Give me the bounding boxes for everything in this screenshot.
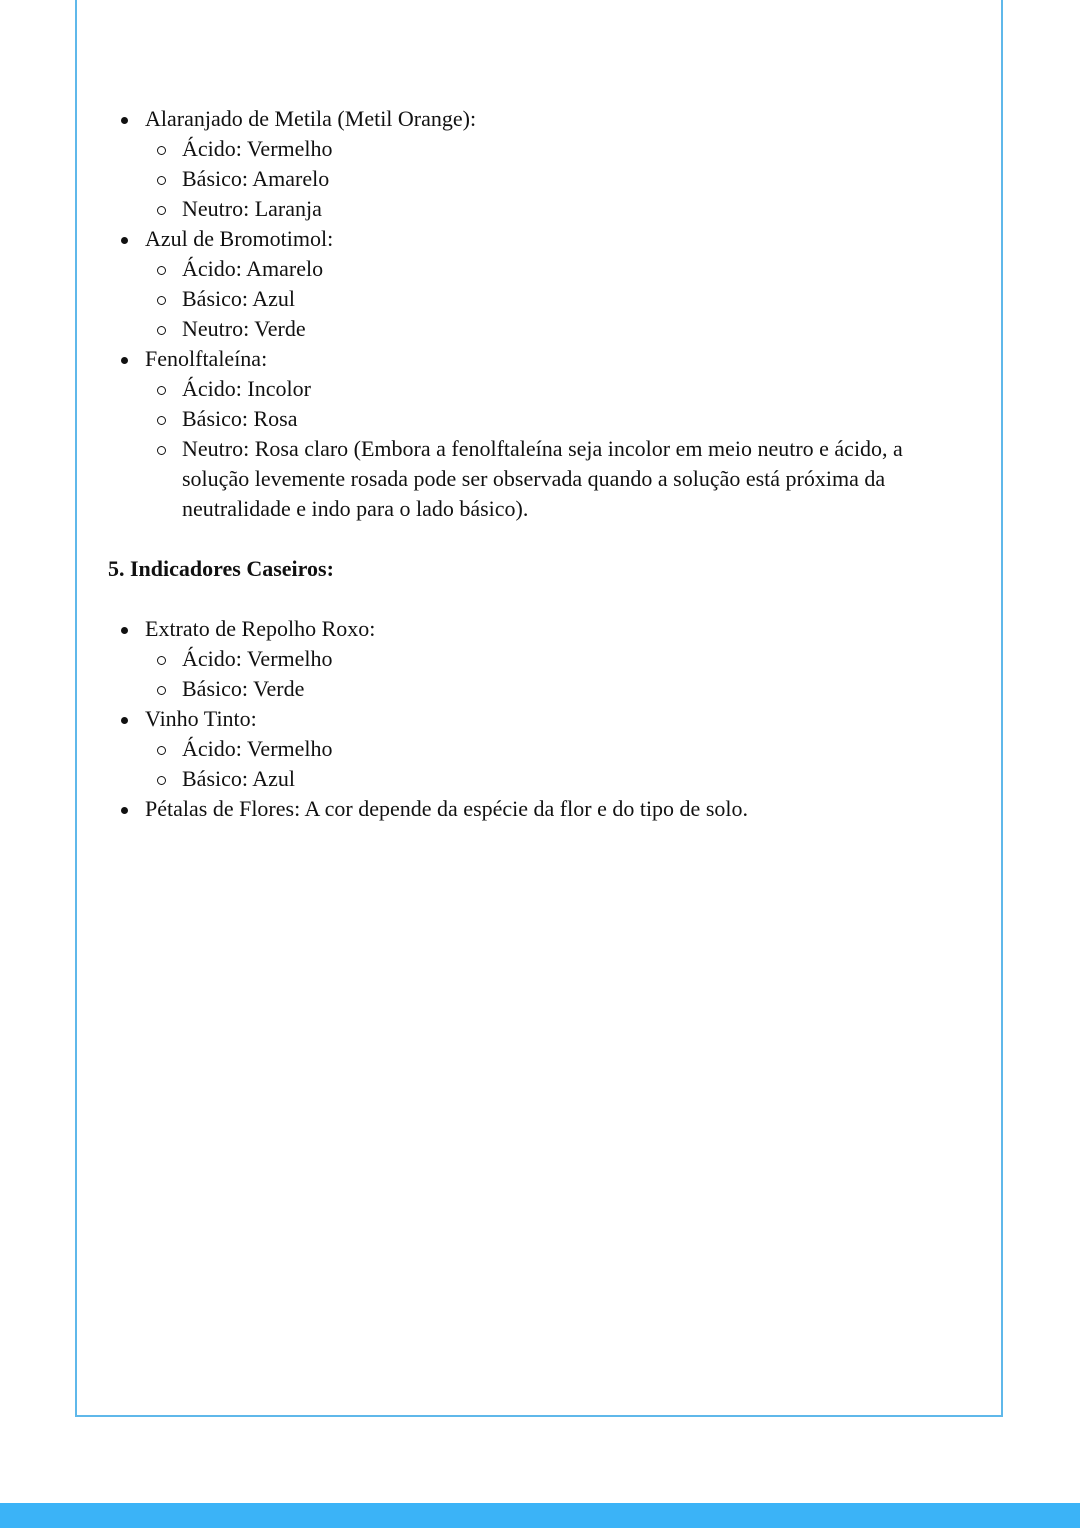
bullet-disc-icon [121,117,128,124]
sublist-item-text: Ácido: Incolor [182,376,311,401]
list-item-phenolphthalein [108,344,938,524]
section-heading-homemade-indicators: 5. Indicadores Caseiros: [108,556,334,581]
list-item-label: Alaranjado de Metila (Metil Orange): [145,106,477,131]
bullet-circle-icon [157,416,166,425]
sublist-item [145,764,938,794]
bullet-circle-icon [157,386,166,395]
sublist-item [145,374,938,404]
bullet-circle-icon [157,446,166,455]
sublist-item-text: Básico: Azul [182,286,296,311]
indicator-list-section-4 [108,104,938,524]
sublist-item [145,434,938,524]
bullet-circle-icon [157,146,166,155]
sublist-item [145,404,938,434]
list-item-label: Extrato de Repolho Roxo: [145,616,376,641]
sublist-item [145,194,938,224]
list-item-methyl-orange [108,104,938,224]
bullet-disc-icon [121,237,128,244]
list-item-label: Vinho Tinto: [145,706,257,731]
sublist-item-text: Básico: Azul [182,766,296,791]
list-item-flower-petals [108,794,938,824]
sublist-item [145,254,938,284]
list-item-bromothymol-blue [108,224,938,344]
sublist-item [145,674,938,704]
sublist-item [145,734,938,764]
sublist [145,254,938,344]
list-item-label: Azul de Bromotimol: [145,226,334,251]
list-item-red-cabbage [108,614,938,704]
sublist-item-text: Ácido: Amarelo [182,256,324,281]
bullet-circle-icon [157,746,166,755]
sublist [145,644,938,704]
bullet-circle-icon [157,686,166,695]
sublist-item-text: Ácido: Vermelho [182,136,333,161]
sublist-item [145,284,938,314]
sublist-item-text: Neutro: Rosa claro (Embora a fenolftaleína seja incolor em meio neutro e ácido, a solução levemente rosada pode ser observada quando a solução está próxima da neutralidade e indo para o lado básico). [182,436,903,521]
sublist [145,734,938,794]
sublist-item [145,314,938,344]
bullet-circle-icon [157,296,166,305]
sublist-item [145,164,938,194]
sublist-item [145,644,938,674]
bullet-circle-icon [157,176,166,185]
bullet-disc-icon [121,357,128,364]
document-content [108,104,938,824]
list-item-label: Fenolftaleína: [145,346,268,371]
bullet-circle-icon [157,266,166,275]
sublist-item [145,134,938,164]
bottom-accent-bar [0,1503,1080,1528]
bullet-disc-icon [121,807,128,814]
bullet-circle-icon [157,656,166,665]
bullet-disc-icon [121,627,128,634]
indicator-list-section-5 [108,614,938,824]
sublist-item-text: Neutro: Verde [182,316,306,341]
bullet-circle-icon [157,206,166,215]
sublist-item-text: Básico: Rosa [182,406,298,431]
sublist [145,374,938,524]
sublist-item-text: Básico: Verde [182,676,305,701]
sublist-item-text: Básico: Amarelo [182,166,330,191]
sublist-item-text: Neutro: Laranja [182,196,322,221]
sublist [145,134,938,224]
list-item-red-wine [108,704,938,794]
bullet-circle-icon [157,326,166,335]
sublist-item-text: Ácido: Vermelho [182,736,333,761]
sublist-item-text: Ácido: Vermelho [182,646,333,671]
bullet-circle-icon [157,776,166,785]
bullet-disc-icon [121,717,128,724]
list-item-label: Pétalas de Flores: A cor depende da espécie da flor e do tipo de solo. [145,796,748,821]
